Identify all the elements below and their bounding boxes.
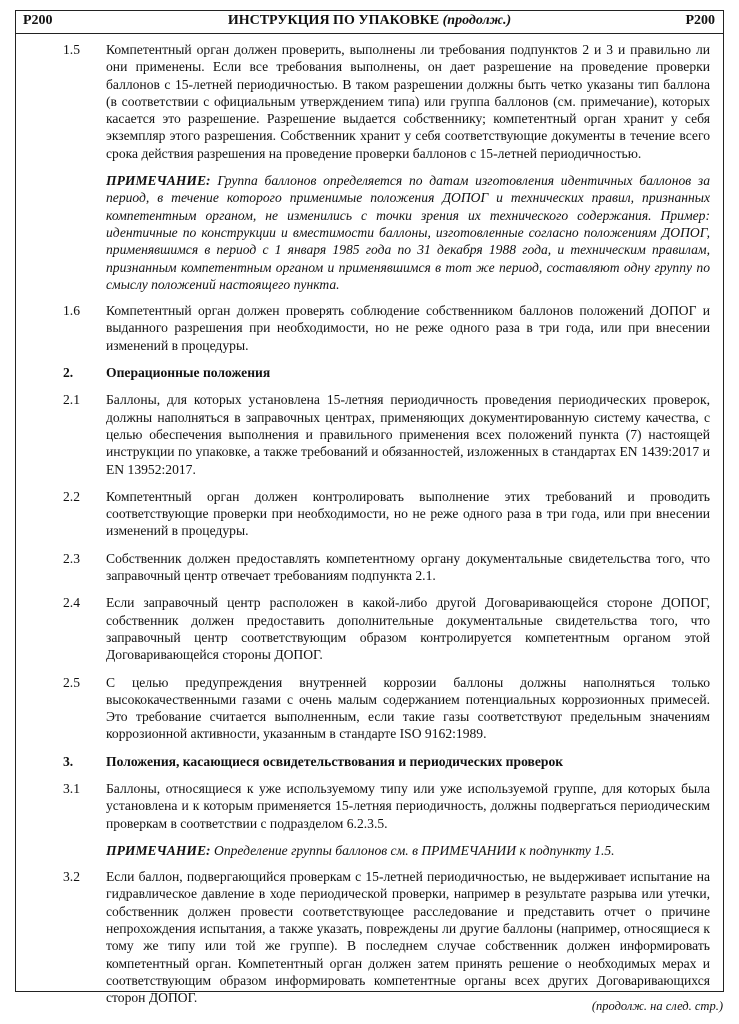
continued-footer: (продолж. на след. стр.) xyxy=(591,999,723,1013)
paragraph-number: 1.6 xyxy=(63,303,80,319)
paragraph-number: 2.2 xyxy=(63,488,80,504)
paragraph-2-2 xyxy=(16,488,710,540)
header-code-left: P200 xyxy=(23,13,53,28)
paragraph-number: 2.3 xyxy=(63,550,80,566)
section-number: 2. xyxy=(63,365,74,381)
page-header xyxy=(16,11,723,34)
section-number: 3. xyxy=(63,753,74,769)
header-title xyxy=(16,13,723,29)
paragraph-3-2 xyxy=(16,868,710,1006)
paragraph-number: 2.4 xyxy=(63,595,80,611)
note-text: Определение группы баллонов см. в ПРИМЕЧАНИИ к подпункту 1.5. xyxy=(214,842,615,858)
paragraph-text: Если баллон, подвергающийся проверкам с 15-летней периодичностью, не выдерживает испытание на гидравлическое давление в ходе периодической проверки, например в результате разрыва или утечки, собственник должен провести соответствующее расследование и представить отчет о причине непрохождения испытания, а также указать, повреждены ли другие баллоны (например, относящиеся к тому же типу или той же группе). В последнем случае собственник должен информировать компетентный орган. Компетентный орган должен затем принять решение о необходимых мерах и соответствующим образом информировать компетентные органы всех других Договаривающихся сторон ДОПОГ. xyxy=(106,869,710,1006)
note-text: Группа баллонов определяется по датам изготовления идентичных баллонов за период, в течение которого применимые положения ДОПОГ и технических правил, признанных компетентным органом, не изменились с точки зрения их технического содержания. Пример: идентичные по конструкции и вместимости баллоны, изготовленные согласно положениям ДОПОГ, применявшимся в период с 1 января 1985 года по 31 декабря 1988 года, и техническим правилам, признанным компетентным органом и применявшимся в тот же период, составляют одну группу по смыслу положений настоящего пункта. xyxy=(106,173,710,292)
paragraph-number: 2.1 xyxy=(63,392,80,408)
note-label: ПРИМЕЧАНИЕ: xyxy=(106,842,211,858)
section-title: Положения, касающиеся освидетельствования и периодических проверок xyxy=(106,753,564,769)
paragraph-number: 3.2 xyxy=(63,869,80,885)
section-title: Операционные положения xyxy=(106,365,271,381)
paragraph-2-5 xyxy=(16,674,710,743)
paragraph-number: 2.5 xyxy=(63,674,80,690)
section-3-heading xyxy=(16,753,710,770)
header-title-text: ИНСТРУКЦИЯ ПО УПАКОВКЕ xyxy=(227,13,440,28)
paragraph-number: 1.5 xyxy=(63,42,80,57)
paragraph-1-5 xyxy=(16,41,710,162)
note-3-1 xyxy=(16,842,710,859)
header-continuation: (продолж.) xyxy=(442,13,512,28)
paragraph-text: Баллоны, относящиеся к уже используемому типу или уже используемой группе, для которых была установлена и к которым применяется 15-летняя периодичность, должны подвергаться периодическим проверкам в соответствии с подразделом 6.2.3.5. xyxy=(106,780,710,831)
paragraph-3-1 xyxy=(16,780,710,832)
note-1-5 xyxy=(16,172,710,293)
paragraph-text: Компетентный орган должен проверять соблюдение собственником баллонов положений ДОПОГ и выданного разрешения при необходимости, но не реже одного раза в три года, или при внесении изменений в процедуры. xyxy=(106,303,710,353)
paragraph-text: Если заправочный центр расположен в какой-либо другой Договаривающейся стороне ДОПОГ, собственник должен предоставить дополнительные документальные свидетельства того, что заправочный центр соответствующим образом контролируется компетентным органом этой Договаривающейся стороны ДОПОГ. xyxy=(106,595,710,663)
paragraph-number: 3.1 xyxy=(63,780,80,796)
paragraph-text: С целью предупреждения внутренней коррозии баллоны должны наполняться только высококачественными газами с очень малым содержанием потенциальных коррозионных примесей. Это требование считается выполненным, если такие газы соответствуют предельным значениям коррозионной активности, указанным в стандарте ISO 9162:1989. xyxy=(106,674,710,742)
paragraph-text: Собственник должен предоставлять компетентному органу документальные свидетельства того, что заправочный центр отвечает требованиям подпункта 2.1. xyxy=(106,550,710,584)
paragraph-1-6 xyxy=(16,302,710,354)
paragraph-text: Баллоны, для которых установлена 15-летняя периодичность проведения периодических проверок, должны наполняться в заправочных центрах, применяющих документированную систему качества, с целью обеспечения выполнения и правильного применения всех положений пункта (7) настоящей инструкции по упаковке, а также требований и обязанностей, изложенных в стандартах EN 1439:2017 и EN 13952:2017. xyxy=(106,392,710,477)
paragraph-2-4 xyxy=(16,594,710,663)
header-code-right: P200 xyxy=(685,13,715,28)
paragraph-text: Компетентный орган должен проверить, выполнены ли требования подпунктов 2 и 3 и правильно ли они применены. Если все требования выполнены, он дает разрешение на проведение проверки баллонов с 15-летней периодичностью. В таком разрешении должны быть четко указаны тип баллона (в соответствии с официальным утверждением типа) или группа баллонов (см. примечание), которых касается это разрешение. Разрешение выдается собственнику; компетентный орган хранит у себя экземпляр этого разрешения. Собственник хранит у себя соответствующие документы в течение всего срока действия разрешения на проведение проверки баллонов с 15-летней периодичностью. xyxy=(106,42,710,161)
paragraph-2-3 xyxy=(16,550,710,585)
section-2-heading xyxy=(16,364,710,381)
paragraph-text: Компетентный орган должен контролировать выполнение этих требований и проводить соответствующие проверки при необходимости, но не реже одного раза в три года, или при внесении изменений в процедуры. xyxy=(106,488,710,539)
paragraph-2-1 xyxy=(16,391,710,477)
note-label: ПРИМЕЧАНИЕ: xyxy=(106,173,211,189)
